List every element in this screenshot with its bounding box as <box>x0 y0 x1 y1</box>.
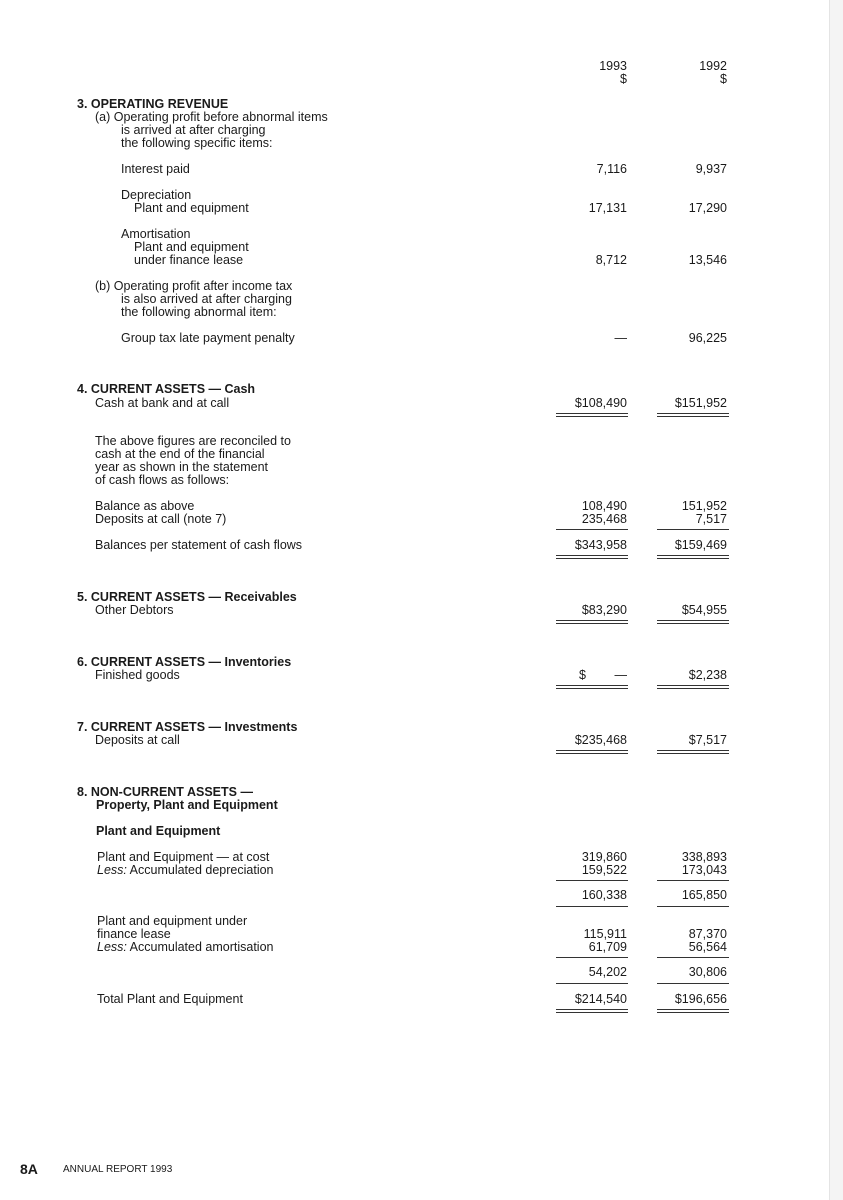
note3-b-line2: is also arrived at after charging <box>121 292 292 306</box>
pe-cost-1993: 319,860 <box>581 850 627 864</box>
note3-a-line3: the following specific items: <box>121 136 273 150</box>
total-pe-label: Total Plant and Equipment <box>97 992 243 1006</box>
interest-paid-1993: 7,116 <box>596 162 627 176</box>
deposits-note7-1993: 235,468 <box>581 512 627 526</box>
acc-amort-label <box>97 941 274 954</box>
double-rule <box>556 620 628 624</box>
balance-1992: 151,952 <box>681 499 727 513</box>
acc-dep-label <box>97 864 274 877</box>
acc-dep-text: Accumulated depreciation <box>126 863 274 877</box>
less-word: Less: <box>97 940 127 954</box>
note3-b-line3: the following abnormal item: <box>121 305 277 319</box>
total-pe-1992: $196,656 <box>674 992 727 1006</box>
total-pe-1993: $214,540 <box>574 992 627 1006</box>
rule <box>556 957 628 958</box>
per-statement-1992: $159,469 <box>674 538 727 552</box>
note6-1993: — <box>614 668 627 682</box>
double-rule <box>556 1009 628 1013</box>
rule <box>556 906 628 907</box>
acc-dep-1992: 173,043 <box>681 863 727 877</box>
note6-1992: $2,238 <box>688 668 727 682</box>
year-1993-header: 1993 <box>599 59 627 73</box>
page-edge <box>829 0 843 1200</box>
per-statement-1993: $343,958 <box>574 538 627 552</box>
acc-dep-1993: 159,522 <box>581 863 627 877</box>
depreciation-1992: 17,290 <box>688 201 727 215</box>
acc-amort-text: Accumulated amortisation <box>126 940 274 954</box>
depreciation-label: Depreciation <box>121 188 192 202</box>
note5-1992: $54,955 <box>681 603 727 617</box>
rule <box>657 880 729 881</box>
depreciation-1993: 17,131 <box>588 201 627 215</box>
note5-1993: $83,290 <box>581 603 627 617</box>
lease-label-line2: finance lease <box>97 927 171 941</box>
amortisation-label: Amortisation <box>121 227 191 241</box>
rule <box>657 906 729 907</box>
balance-1993: 108,490 <box>581 499 627 513</box>
double-rule <box>556 750 628 754</box>
rule <box>556 983 628 984</box>
lease-1992: 87,370 <box>688 927 727 941</box>
double-rule <box>556 555 628 559</box>
cash-at-bank-1993: $108,490 <box>574 396 627 410</box>
note6-title: 6. CURRENT ASSETS — Inventories <box>77 655 292 669</box>
amortisation-line3: under finance lease <box>134 253 244 267</box>
rule <box>657 529 729 530</box>
pe-cost-1992: 338,893 <box>681 850 727 864</box>
lease-net-1993: 54,202 <box>588 965 627 979</box>
penalty-label: Group tax late payment penalty <box>121 331 295 345</box>
report-title: ANNUAL REPORT 1993 <box>63 1164 173 1175</box>
acc-amort-1993: 61,709 <box>588 940 627 954</box>
rule <box>556 880 628 881</box>
double-rule <box>657 1009 729 1013</box>
lease-1993: 115,911 <box>583 927 627 941</box>
currency-1993: $ <box>620 72 627 86</box>
double-rule <box>657 620 729 624</box>
acc-amort-1992: 56,564 <box>688 940 727 954</box>
page-number: 8A <box>20 1161 38 1177</box>
recon-line1: The above figures are reconciled to <box>95 434 291 448</box>
note8-subheading: Plant and Equipment <box>96 824 221 838</box>
pe-net-1992: 165,850 <box>681 888 727 902</box>
interest-paid-label: Interest paid <box>121 162 190 176</box>
balance-label: Balance as above <box>95 499 195 513</box>
amortisation-1993: 8,712 <box>595 253 627 267</box>
lease-label-line1: Plant and equipment under <box>97 914 248 928</box>
deposits-note7-1992: 7,517 <box>695 512 727 526</box>
deposits-note7-label: Deposits at call (note 7) <box>95 512 227 526</box>
note5-label: Other Debtors <box>95 603 174 617</box>
pe-net-1993: 160,338 <box>581 888 627 902</box>
recon-line4: of cash flows as follows: <box>95 473 230 487</box>
amortisation-line2: Plant and equipment <box>134 240 249 254</box>
note7-label: Deposits at call <box>95 733 180 747</box>
rule <box>556 529 628 530</box>
per-statement-label: Balances per statement of cash flows <box>95 538 303 552</box>
pe-cost-label: Plant and Equipment — at cost <box>97 850 270 864</box>
note8-title-line1: 8. NON-CURRENT ASSETS — <box>77 785 253 799</box>
note3-title: 3. OPERATING REVENUE <box>77 97 229 111</box>
note7-1992: $7,517 <box>688 733 727 747</box>
note3-a-line1: (a) Operating profit before abnormal items <box>95 110 328 124</box>
note8-title-line2: Property, Plant and Equipment <box>96 798 278 812</box>
amortisation-1992: 13,546 <box>688 253 727 267</box>
note6-label: Finished goods <box>95 668 180 682</box>
recon-line2: cash at the end of the financial <box>95 447 265 461</box>
double-rule <box>556 685 628 689</box>
cash-at-bank-1992: $151,952 <box>674 396 727 410</box>
recon-line3: year as shown in the statement <box>95 460 269 474</box>
rule <box>657 983 729 984</box>
note3-a-line2: is arrived at after charging <box>121 123 266 137</box>
currency-1992: $ <box>720 72 727 86</box>
note5-title: 5. CURRENT ASSETS — Receivables <box>77 590 297 604</box>
double-rule <box>657 413 729 417</box>
penalty-1993: — <box>614 331 627 345</box>
note4-title: 4. CURRENT ASSETS — Cash <box>77 382 256 396</box>
double-rule <box>556 413 628 417</box>
interest-paid-1992: 9,937 <box>695 162 727 176</box>
rule <box>657 957 729 958</box>
double-rule <box>657 685 729 689</box>
note7-1993: $235,468 <box>574 733 627 747</box>
double-rule <box>657 750 729 754</box>
note7-title: 7. CURRENT ASSETS — Investments <box>77 720 298 734</box>
lease-net-1992: 30,806 <box>688 965 727 979</box>
depreciation-pe-label: Plant and equipment <box>134 201 249 215</box>
double-rule <box>657 555 729 559</box>
cash-at-bank-label: Cash at bank and at call <box>95 396 230 410</box>
year-1992-header: 1992 <box>699 59 727 73</box>
less-word: Less: <box>97 863 127 877</box>
note3-b-line1: (b) Operating profit after income tax <box>95 279 293 293</box>
note6-1993-symbol: $ <box>579 668 586 682</box>
penalty-1992: 96,225 <box>688 331 727 345</box>
